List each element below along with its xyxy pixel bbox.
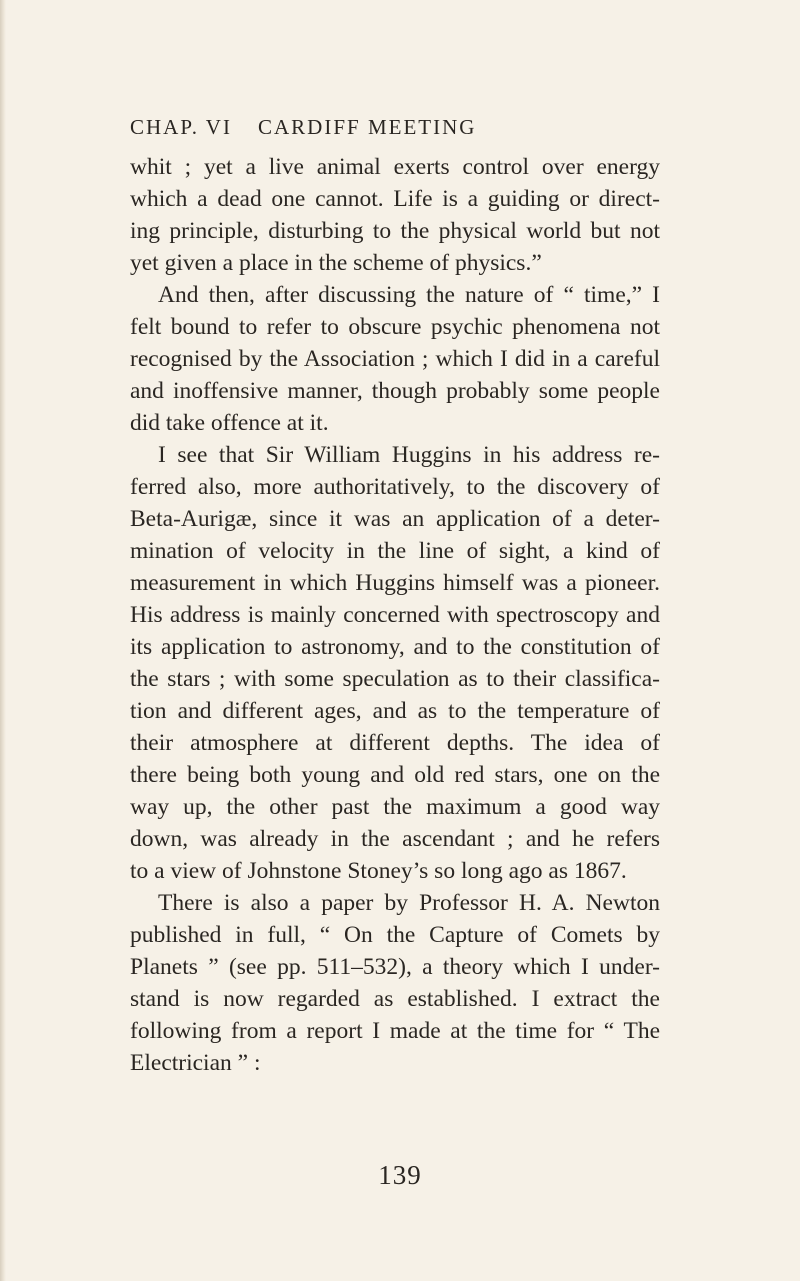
text-line: to a view of Johnstone Stoney’s so long ago as 1867. [130,858,627,884]
text-line: its application to astronomy, and to the constitution of [130,634,660,660]
running-title: CARDIFF MEETING [258,115,477,139]
text-line: And then, after discussing the nature of “ time,” I [158,282,660,308]
text-line: published in full, “ On the Capture of Comets by [130,922,660,948]
chapter-label: CHAP. VI [130,115,232,139]
text-line: There is also a paper by Professor H. A. Newton [158,890,660,916]
text-line: whit ; yet a live animal exerts control over energy [130,154,660,180]
text-line: their atmosphere at different depths. The idea of [130,730,660,756]
text-line: yet given a place in the scheme of physics.” [130,250,542,276]
body-text [130,151,660,1079]
text-line: stand is now regarded as established. I extract the [130,986,660,1012]
text-line: the stars ; with some speculation as to their classifica- [130,666,660,692]
text-line: felt bound to refer to obscure psychic phenomena not [130,314,660,340]
running-head [130,115,730,145]
text-line: Electrician ” : [130,1050,261,1076]
page-number: 139 [378,1160,422,1190]
text-line: down, was already in the ascendant ; and he refers [130,826,660,852]
text-line: Beta-Aurigæ, since it was an application of a deter- [130,506,660,532]
text-line: and inoffensive manner, though probably some people [130,378,660,404]
text-line: tion and different ages, and as to the temperature of [130,698,660,724]
text-line: way up, the other past the maximum a good way [130,794,660,820]
text-line: mination of velocity in the line of sight, a kind of [130,538,660,564]
text-line: Planets ” (see pp. 511–532), a theory which I under- [130,954,660,980]
text-line: did take offence at it. [130,410,329,436]
text-line: which a dead one cannot. Life is a guiding or direct- [130,186,660,212]
text-line: measurement in which Huggins himself was a pioneer. [130,570,660,596]
page-binding-edge [0,0,6,1281]
text-line: recognised by the Association ; which I did in a careful [130,346,660,372]
text-line: ing principle, disturbing to the physical world but not [130,218,660,244]
text-line: following from a report I made at the time for “ The [130,1018,660,1044]
text-line: I see that Sir William Huggins in his address re- [158,442,660,468]
text-line: there being both young and old red stars, one on the [130,762,660,788]
text-line: His address is mainly concerned with spectroscopy and [130,602,660,628]
text-line: ferred also, more authoritatively, to the discovery of [130,474,660,500]
